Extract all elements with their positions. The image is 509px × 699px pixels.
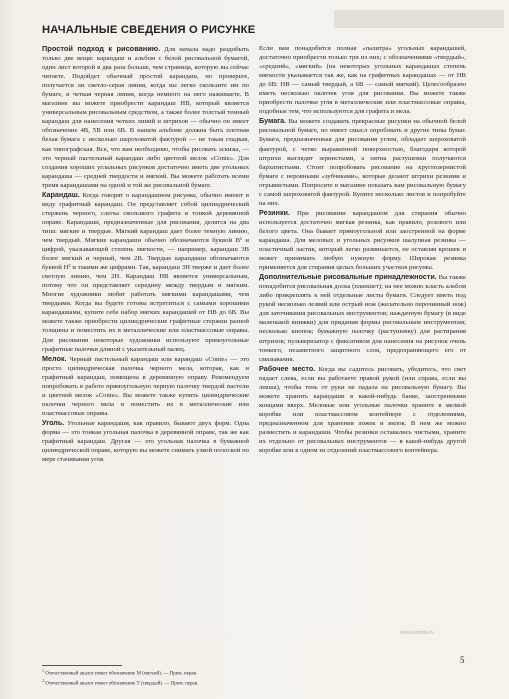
paragraph-text: Если вам понадобится полная «палитра» угольных карандашей, достаточно приобрести только три из них; с обозначениями «твердый», «средний», «мягкий» (на некоторых угольных карандашах степень мягкости указывается так же, как на графитных карандашах — от НВ до 6В: НВ — самый твердый, а 6В — самый мягкий). Целесообразно иметь несколько палочек угля для рисования. Вы можете также приобрести палочки угля в металлические или пластмассовые оправы, подобные тем, что используются для графита и мела. — [259, 45, 466, 116]
footnote-mark: 2 — [42, 678, 44, 684]
footnote-rule — [42, 665, 122, 666]
right-column — [259, 44, 466, 464]
paragraph — [42, 190, 249, 354]
paragraph — [259, 44, 466, 116]
paragraph-heading: Уголь. — [42, 417, 65, 427]
page-number: 5 — [460, 655, 465, 665]
paragraph-heading: Бумага. — [259, 116, 287, 126]
paragraph — [42, 354, 249, 418]
paragraph-text: Когда говорят о карандашном рисунке, обычно имеют в виду графитный карандаш. Он представляет собой цилиндрический стержень черного, слегка скользкого графита в тонкой деревянной оправе. Карандаши, предназначенные для рисования, делятся на два типа: мягкие и твердые. Мягкий карандаш дает более темную линию, чем твердый. Мягкие карандаши обычно обозначаются буквой В¹ и цифрой, указывающей степень мягкости, — например, карандаш 3В более мягкий и черный, чем 2В. Твердые карандаши обозначаются буквой Н² и такими же цифрами. Так, карандаш 3Н тверже и дает более светлую линию, чем 2Н. Карандаш НВ является универсальным, потому что он представляет середину между твердым и мягким. Многие художники любят работать мягкими карандашами, чем твердыми. Когда вы будете готовы встретиться с самыми хорошими карандашами, купите себе набор мягких карандашей от НВ до 6В. Вы можете также приобрести цилиндрические графитные стержни разной толщины и поместить их в металлические или пластмассовые оправы. Для рисования некоторые художники используют прямоугольные графитные палочки длиной с указательный палец. — [42, 191, 250, 353]
paragraph — [259, 116, 466, 207]
paragraph-heading: Простой подход к рисованию. — [42, 44, 161, 53]
paragraph-text: Вы также понадобится рисовальная доска (планшет); на нее можно класть альбом либо прикреплять к ней отдельные листы бумаги. Следует иметь под рукой несколько лезвий или острый нож (желательно перочинный нож) для заточивания рисовальных инструментов; наждачную бумагу (в виде маленькой книжки) для придания формы рисовальным инструментам; несколько кнопок; бумажную палочку (растушевку) для растирания штрихов; пульверизатор с фиксативом для нанесения на рисунок очень тонкого, незаметного защитного слоя, предохраняющего его от смазывания. — [259, 274, 466, 363]
paragraph-heading: Рабочее место. — [259, 363, 316, 373]
page-title: НАЧАЛЬНЫЕ СВЕДЕНИЯ О РИСУНКЕ — [42, 24, 256, 36]
paragraph — [42, 418, 249, 464]
paragraph-text: Когда вы садитесь рисовать, убедитесь, что свет падает слева, если вы работаете правой рукой (или справа, если вы левша), чтобы тень от руки не падала на рисовальную бумагу. Вы можете хранить карандаши в какой-нибудь банке, заостренными концами вверх. Меловые или угольные палочки храните в мелкой коробке или пластмассовом контейнере с отделениями, предназначенном для хранения ложек и вилок. В нем же можно разместить и карандаши. Чтобы резинки оставались чистыми, храните их отдельно от рисовальных инструментов — в какой-нибудь другой коробке или в одном из отделений пластмассового контейнера. — [259, 365, 467, 455]
paragraph — [259, 208, 466, 272]
footnote-text: Отечественный аналог имеет обозначение М (мягкий). — Прим. перев. — [45, 671, 198, 677]
footnote-text: Отечественный аналог имеет обозначение Т (твердый). — Прим. перев. — [45, 682, 199, 688]
paragraph — [259, 272, 466, 363]
paragraph-text: Для начала надо раздобыть только две вещи: карандаш и альбом с белой рисовальной бумагой, один лист которой в два раза больше, чем страница, которую вы сейчас читаете. Подойдет обычный простой карандаш, но проверьте, получается ли светло-серая линия, когда вы легко скользите им по бумаге, и четкая черная линия, когда немного на него нажимаете. В магазине вы можете приобрести карандаш НВ, который является универсальным рисовальным средством, а также более толстый темный карандаш для нанесения четких линий и штрихов — обычно он имеет обозначение 4В, 5В или 6В. В нашем альбоме должна быть плотная белая бумага с несколько шероховатой фактурой — не такая гладкая, как типографская. Все, что вам необходимо, чтобы рисовать эскизы, — это черный пастельный карандаш либо цветной мелок «Conte». Для создания хороших углальных рисунков достаточно иметь две угольных карандаша — средней твердости и мягкий. Вы можете работать всеми тремя карандашами на одной и той же рисовальной бумаге. — [42, 46, 249, 189]
paragraph-text: Черный пастельный карандаш или карандаш «Conte» — это просто цилиндрическая палочка черного мела, которая, как и графитный карандаш, помещена в деревянную оправу. Рекомендуем попробовать в работе прямоугольную черную палочку твердой пастели и цветной мелок «Conte». Вы можете также купить цилиндрические палочки черного мела и поместить их в металлические или пластмассовые оправы. — [42, 355, 250, 417]
watermark: www.ludmila.ru — [400, 630, 434, 636]
header-bar — [334, 10, 504, 28]
paragraph-heading: Мелок. — [42, 353, 67, 363]
paragraph-heading: Дополнительные рисовальные принадлежности. — [259, 272, 437, 282]
paragraph — [259, 364, 466, 455]
paragraph-text: При рисовании карандашом для стирания обычно используется достаточно мягкая резинка, как правило, розового или белого цвета. Она бывает прямоугольной или заостренной на форме карандаша. Для меловых и угольных рисунков шалупная резинка — пластичный ластик, который легко разминается, не оставляя крошек и может принимать любую нужную форму. Широкая резинка применяется для стирания целых больших участков рисунка. — [259, 209, 467, 272]
text-columns — [42, 44, 466, 464]
paragraph-heading: Резинки. — [259, 207, 290, 217]
footnotes — [42, 665, 262, 689]
footnote — [42, 678, 262, 688]
paragraph — [42, 44, 249, 190]
left-column — [42, 44, 249, 464]
paragraph-text: Угольные карандаши, как правило, бывают двух форм. Одна форма — это тонкая угольная палочка в деревянной оправе, так же как графитный карандаш. Другая — это угольная палочка в бумажной цилиндрической оправе, которую вы можете снимать узкой полоской по мере стачивания угля. — [42, 419, 249, 464]
footnote-mark: 1 — [42, 668, 44, 673]
footnote — [42, 668, 262, 678]
paragraph-text: Вы можете создавать прекрасные рисунки на обычной белой рисовальной бумаге, но имеет смысл опробовать и другие типы бумаг. Бумага, предназначенная для рисования углем, обладает шероховатой фактурой, с четко выраженной поверхностью, благодаря которой штрихи выглядят зернистыми, а пятна растушевки получаются бархатистыми. Стоит попробовать рисование на круглозернистой бумаге с неровными «зубчиками», которые делают штрихи резкими и отрывистыми. Попросите в магазине показать вам рисовальную бумагу с самой шероховатой фактурой. Купите несколько листов и попробуйте на них. — [259, 118, 466, 207]
paragraph-heading: Карандаш. — [42, 189, 80, 199]
